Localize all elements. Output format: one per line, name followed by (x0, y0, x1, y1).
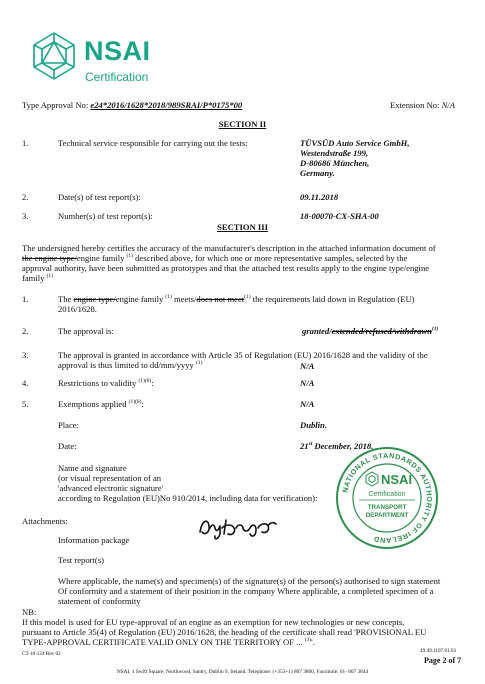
item4-sup: (1)(8) (138, 378, 152, 385)
nb-text (22, 617, 472, 647)
s3-item-4-value: N/A (300, 378, 315, 388)
section-2-title: SECTION II (218, 119, 267, 129)
name-sig-line-4: according to Regulation (EU)No 910/2014, including data for verification): (58, 493, 318, 504)
stamp-dept-1: TRANSPORT (367, 504, 407, 511)
item3-line-2: approval is thus limited to dd/mm/yyyy (58, 360, 196, 371)
stamp-sub: Certification (368, 491, 406, 498)
extension-label: Extension No: (390, 100, 440, 110)
s3-item-2-value (302, 326, 438, 336)
s3-item-1-num: 1. (22, 294, 29, 304)
type-approval-line (22, 100, 242, 110)
official-stamp (335, 446, 439, 550)
technical-service-name: TÜVSÜD Auto Service GmbH, (300, 138, 410, 148)
s3-item-5-value: N/A (300, 399, 315, 409)
footer-form-number: CT-10-124 Rev 02 (22, 651, 61, 657)
s2-item-2-num: 2. (22, 192, 29, 202)
nb-line-3: TYPE-APPROVAL CERTIFICATE VALID ONLY ON THE TERRITORY OF ... (22, 637, 305, 648)
s2-item-1-num: 1. (22, 138, 29, 148)
s3-item-2-num: 2. (22, 326, 29, 336)
name-sig-line-1: Name and signature (58, 463, 127, 473)
s3-item-3-value: N/A (300, 361, 315, 371)
item1-sup-1: (1) (165, 294, 172, 301)
name-sig-line-3: 'advanced electronic signature' (58, 483, 164, 494)
logo-name: NSAI (84, 36, 151, 66)
date-rest: December, 2018. (312, 441, 374, 451)
item5-colon: : (141, 399, 144, 409)
item4-colon: : (151, 378, 154, 388)
s3-item-5-label (58, 399, 144, 409)
s3-item-3-text (58, 350, 468, 370)
nsai-logo (28, 28, 158, 94)
technical-service-street: Westendstraße 199, (300, 148, 369, 159)
where-line-2: Of conformity and a statement of their position in the company Where applicable, a completed specimen of a (58, 586, 434, 597)
date-label: Date: (58, 441, 77, 451)
logo-subtitle: Certification (85, 70, 149, 84)
intro-line-4 (22, 273, 467, 283)
intro-line-1: The undersigned hereby certifies the accuracy of the manufacturer's description in the attached information document of (22, 243, 436, 253)
item1-text-3: the requirements laid down in Regulation (EU) (250, 294, 415, 304)
item5-label: Exemptions applied (58, 399, 129, 409)
s3-item-4-label (58, 378, 154, 388)
approval-sup: (1) (431, 326, 439, 333)
name-signature-block (58, 463, 317, 504)
date-day: 21 (300, 441, 309, 451)
item1-strike-2: does not meet (196, 294, 245, 304)
item1-text-1: engine family (115, 294, 166, 304)
intro-strike: the engine type/ (22, 253, 77, 264)
attachment-info-package: Information package (58, 535, 130, 545)
extension-line (390, 100, 455, 110)
extension-number: N/A (441, 100, 455, 110)
intro-line-2 (22, 253, 467, 263)
intro-footnote: (1) (126, 253, 133, 260)
nb-line-2: pursuant to Article 35(4) of Regulation (EU) 2016/1628, the heading of the certificate shall read 'PROVISIONAL EU (22, 627, 427, 638)
s3-item-4-num: 4. (22, 378, 29, 388)
item1-line-2: 2016/1628. (58, 304, 97, 315)
s2-item-2-value: 09.11.2018 (300, 192, 339, 202)
intro-text-2: described above, for which one or more representative samples, selected by the (132, 253, 408, 264)
item4-label: Restrictions to validity (58, 378, 139, 388)
s2-item-2-label: Date(s) of test report(s): (58, 192, 141, 202)
item1-sup-2: (1) (244, 294, 251, 301)
approval-strike: extended/refused/withdrawn (331, 326, 432, 336)
footer-address: NSAI, 1 Swift Square, Northwood, Santry, Dublin 9, Ireland. Telephone: (+353+1) 807 3800, Facsimile: 01- 807 3844 (116, 669, 369, 675)
s3-item-3-num: 3. (22, 350, 29, 360)
nb-line-1: If this model is used for EU type-approval of an engine as an exemption for new technologies or new concepts, (22, 617, 405, 627)
s2-item-3-num: 3. (22, 211, 29, 221)
item1-the: The (58, 294, 74, 304)
svg-text:NATIONAL STANDARDS AUTHORITY O (340, 451, 434, 545)
section-3-title: SECTION III (217, 222, 268, 232)
type-approval-label: Type Approval No: (22, 100, 89, 110)
s3-item-1-text (58, 294, 468, 314)
nsai-geodesic-icon (28, 30, 80, 82)
stamp-ring-text: NATIONAL STANDARDS AUTHORITY OF IRELAND (340, 450, 435, 546)
stamp-name: NSAI (381, 472, 413, 487)
date-suffix: st (308, 441, 313, 448)
intro-family-footnote: (1) (46, 273, 54, 280)
item3-sup: (1) (195, 360, 203, 367)
attachment-where-applicable (58, 576, 478, 606)
item1-strike-1: engine type/ (73, 294, 116, 304)
place-label: Place: (58, 420, 79, 430)
type-approval-number: e24*2016/1628*2018/989SRAI/P*0175*00 (90, 100, 243, 110)
technical-service-country: Germany. (300, 168, 335, 179)
nb-end: '. (311, 637, 315, 648)
handwritten-signature (196, 512, 278, 542)
place-value: Dublin. (300, 420, 327, 430)
nb-sup: (3) (304, 637, 312, 644)
name-sig-line-2: (or visual representation of an (58, 473, 162, 484)
attachment-test-reports: Test report(s) (58, 555, 104, 565)
where-line-3: statement of conformity (58, 596, 141, 607)
s2-item-3-value: 18-00070-CX-SHA-00 (300, 211, 379, 221)
s2-item-1-label: Technical service responsible for carrying out the tests: (58, 138, 248, 148)
s3-item-5-num: 5. (22, 399, 29, 409)
stamp-seal (335, 446, 439, 550)
nb-label: NB: (22, 607, 37, 617)
item5-sup: (1)(8) (128, 399, 142, 406)
attachments-label: Attachments: (22, 516, 68, 526)
intro-text: engine family (76, 253, 127, 264)
approval-granted: granted/ (302, 326, 332, 336)
where-line-1: Where applicable, the name(s) and specimen(s) of the signature(s) of the person(s) authorised to sign statement (58, 576, 441, 586)
intro-family: family (22, 273, 47, 284)
footer-page-number: Page 2 of 7 (424, 656, 462, 665)
section-3-intro (22, 243, 467, 284)
s2-item-3-label: Number(s) of test report(s): (58, 211, 153, 221)
intro-line-3: approval authority, have been submitted as prototypes and that the attached test results apply to the engine type/engine (22, 263, 430, 274)
technical-service-city: D-80686 München, (300, 158, 370, 169)
s3-item-2-label: The approval is: (58, 326, 114, 336)
s2-item-1-value (300, 138, 410, 179)
footer-reference: 49.49.1107.01.03 (420, 648, 457, 654)
item1-text-2: meets/ (171, 294, 197, 304)
stamp-dept-2: DEPARTMENT (365, 512, 409, 519)
item3-line-1: The approval is granted in accordance with Article 35 of Regulation (EU) 2016/1628 and the validity of the (58, 350, 428, 360)
